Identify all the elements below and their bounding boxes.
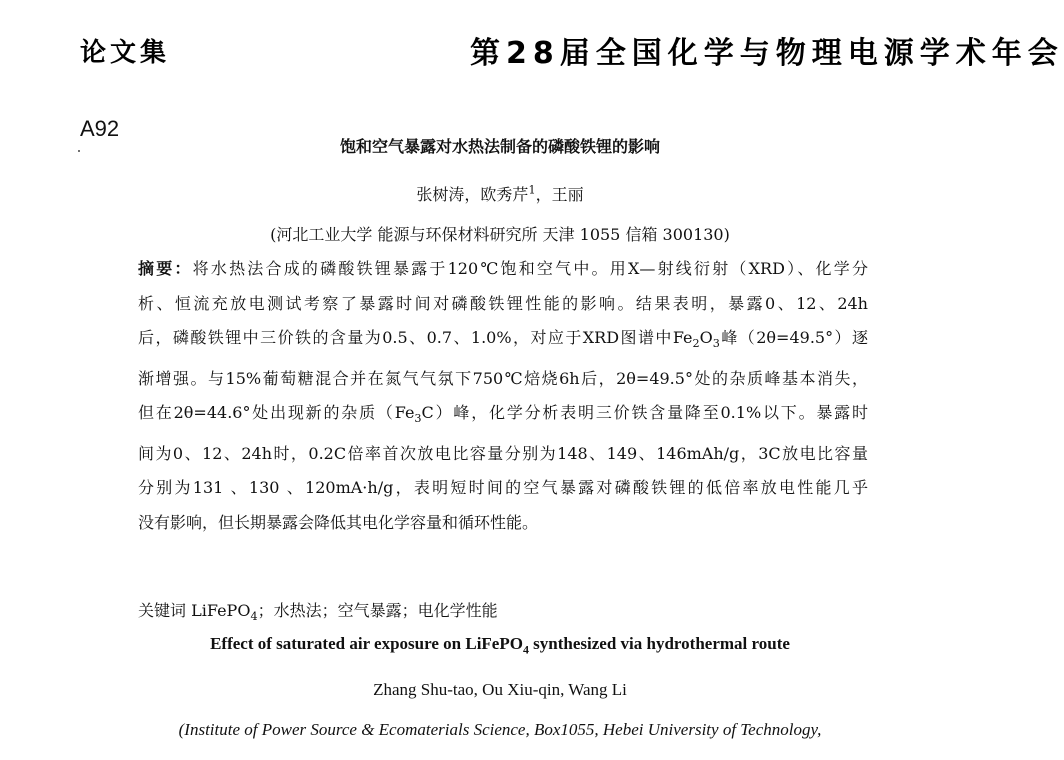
abstract-text: 峰（2θ=49.5°）逐	[719, 328, 868, 347]
abstract-text: O	[699, 328, 713, 347]
affiliation-en: (Institute of Power Source & Ecomaterials Science, Box1055, Hebei University of Technology,	[178, 720, 822, 739]
abstract-line: 没有影响，但长期暴露会降低其电化学容量和循环性能。	[138, 512, 539, 532]
subscript: 3	[414, 412, 422, 426]
abstract-line: 析、恒流充放电测试考察了暴露时间对磷酸铁锂性能的影响。结果表明，暴露0、12、24h	[138, 293, 868, 313]
abstract-line	[138, 252, 868, 287]
abstract-text: 将水热法合成的磷酸铁锂暴露于120℃饱和空气中。用X—射线衍射（XRD）、化学分	[192, 259, 868, 278]
title-en-part-a: Effect of saturated air exposure on LiFePO	[210, 634, 523, 653]
paper-title-en	[0, 634, 1000, 657]
keywords-text-b: ；水热法；空气暴露；电化学性能	[257, 601, 498, 620]
keywords	[138, 598, 498, 623]
subscript: 4	[250, 610, 258, 624]
authors-cn	[0, 182, 1000, 205]
keywords-text-a: LiFePO	[191, 601, 251, 620]
subscript: 2	[692, 337, 700, 351]
proceedings-label: 论文集	[80, 38, 171, 68]
conference-title: 第28届全国化学与物理电源学术年会	[470, 36, 1064, 71]
abstract-text: 后，磷酸铁锂中三价铁的含量为0.5、0.7、1.0%，对应于XRD图谱中Fe	[138, 328, 693, 347]
subscript: 3	[712, 337, 720, 351]
subscript: 4	[522, 642, 529, 657]
abstract-line: 渐增强。与15%葡萄糖混合并在氮气气氛下750℃焙烧6h后，2θ=49.5°处的杂质峰基本消失，	[138, 368, 868, 388]
authors-cn-part1: 张树涛，欧秀芹	[416, 185, 529, 204]
affiliation-cn: (河北工业大学 能源与环保材料研究所 天津 1055 信箱 300130)	[270, 225, 730, 244]
title-en-part-b: synthesized via hydrothermal route	[528, 634, 790, 653]
abstract-line	[138, 321, 868, 362]
authors-cn-part2: ，王丽	[535, 185, 584, 204]
author-superscript: 1	[528, 183, 536, 197]
authors-en: Zhang Shu-tao, Ou Xiu-qin, Wang Li	[373, 680, 627, 699]
abstract-line: 分别为131 、130 、120mA·h/g，表明短时间的空气暴露对磷酸铁锂的低倍率放电性能几乎	[138, 478, 868, 498]
page-id: A92	[80, 116, 120, 141]
abstract-text: 但在2θ=44.6°处出现新的杂质（Fe	[138, 403, 415, 423]
abstract-text: C）峰，化学分析表明三价铁含量降至0.1%以下。暴露时	[421, 403, 868, 423]
abstract-line: 间为0、12、24h时，0.2C倍率首次放电比容量分别为148、149、146mAh/g，3C放电比容量	[138, 443, 868, 463]
abstract-cn	[138, 252, 868, 540]
keywords-label: 关键词	[138, 601, 187, 620]
paper-title-cn: 饱和空气暴露对水热法制备的磷酸铁锂的影响	[339, 137, 660, 156]
abstract-label: 摘要：	[138, 259, 193, 278]
abstract-line	[138, 396, 868, 437]
